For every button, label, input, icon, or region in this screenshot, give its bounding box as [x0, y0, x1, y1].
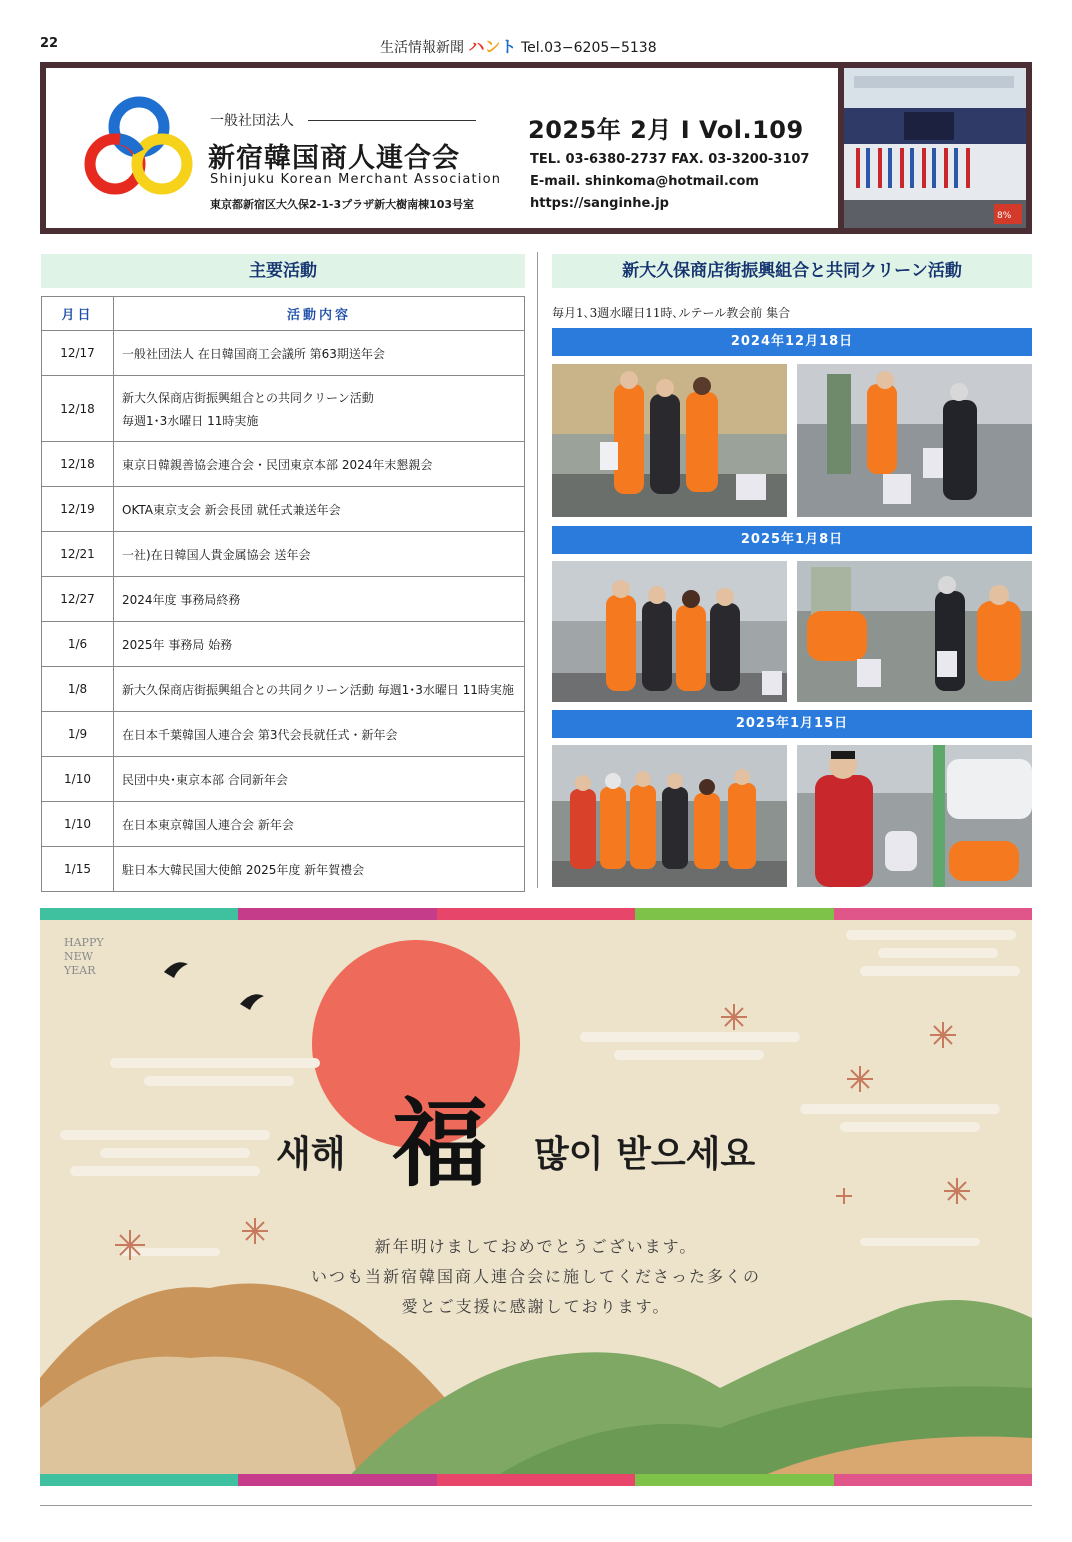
- org-name: 新宿韓国商人連合会: [208, 143, 460, 174]
- row-date: 1/15: [42, 847, 114, 892]
- row-date: 1/10: [42, 757, 114, 802]
- sign-text: 8%: [997, 211, 1012, 221]
- association-logo-icon: [84, 94, 194, 204]
- column-divider: [537, 252, 538, 888]
- row-text: 一社)在日韓国人貴金属協会 送年会: [114, 532, 525, 577]
- row-text: 新大久保商店街振興組合との共同クリーン活動: [122, 390, 374, 405]
- row-date: 12/18: [42, 376, 114, 442]
- association-header: [40, 62, 1032, 234]
- cleanup-photo: [797, 561, 1032, 702]
- table-row: [42, 331, 525, 376]
- row-date: 12/17: [42, 331, 114, 376]
- col-date-header: 月日: [42, 297, 114, 331]
- row-text: 新大久保商店街振興組合との共同クリーン活動 毎週1･3水曜日 11時実施: [114, 667, 525, 712]
- cleanup-work-illustration: [797, 745, 1032, 887]
- row-date: 1/9: [42, 712, 114, 757]
- newspaper-brand: [468, 37, 516, 56]
- row-text: 東京日韓親善協会連合会・民団東京本部 2024年末懇親会: [114, 442, 525, 487]
- group-photo-illustration: [552, 364, 787, 517]
- newspaper-name: 生活情報新聞: [380, 40, 464, 56]
- group-photo-illustration: [552, 561, 787, 702]
- greeting-korean-2: 많이 받으세요: [534, 1133, 756, 1175]
- hny-line: NEW: [64, 950, 93, 963]
- table-row: [42, 757, 525, 802]
- row-date: 12/27: [42, 577, 114, 622]
- org-name-english: Shinjuku Korean Merchant Association: [210, 172, 502, 187]
- table-row: [42, 442, 525, 487]
- row-text: 駐日本大韓民国大使館 2025年度 新年賀禮会: [114, 847, 525, 892]
- activities-table: [41, 296, 525, 892]
- row-date: 12/18: [42, 442, 114, 487]
- cleanup-photo: [552, 364, 787, 517]
- cleanup-photo: [552, 561, 787, 702]
- brand-char: ト: [500, 37, 517, 56]
- date-bar-2: 2025年1月8日: [552, 526, 1032, 554]
- hny-line: HAPPY: [64, 936, 104, 949]
- table-row: [42, 622, 525, 667]
- tel-fax: TEL. 03-6380-2737 FAX. 03-3200-3107: [530, 152, 810, 167]
- new-year-banner: [40, 908, 1032, 1486]
- date-bar-1: 2024年12月18日: [552, 328, 1032, 356]
- running-header: [40, 34, 1032, 56]
- table-row: [42, 487, 525, 532]
- row-content: [114, 376, 525, 442]
- table-row: [42, 847, 525, 892]
- table-row: [42, 577, 525, 622]
- table-header-row: [42, 297, 525, 331]
- page-number: 22: [40, 36, 59, 51]
- col-content-header: 活動内容: [114, 297, 525, 331]
- greeting-message-line: 愛とご支援に感謝しております。: [401, 1297, 671, 1316]
- table-row: [42, 667, 525, 712]
- footer-rule: [40, 1505, 1032, 1506]
- row-date: 12/21: [42, 532, 114, 577]
- cleanup-photo: [552, 745, 787, 887]
- table-row: [42, 532, 525, 577]
- greeting-message-line: いつも当新宿韓国商人連合会に施してくださった多くの: [310, 1267, 761, 1286]
- group-photo-illustration: [552, 745, 787, 887]
- email: E-mail. shinkoma@hotmail.com: [530, 174, 759, 189]
- row-text: 一般社団法人 在日韓国商工会議所 第63期送年会: [114, 331, 525, 376]
- website-url[interactable]: https://sanginhe.jp: [530, 196, 669, 211]
- issue-info: 2025年 2月 Ⅰ Vol.109: [528, 116, 804, 144]
- org-type: 一般社団法人: [210, 113, 294, 129]
- cleanup-photo: [797, 745, 1032, 887]
- newspaper-tel: Tel.03−6205−5138: [520, 40, 657, 56]
- row-date: 12/19: [42, 487, 114, 532]
- newspaper-line: [380, 34, 657, 57]
- header-info-panel: [46, 68, 838, 228]
- cleanup-schedule-note: 毎月1､3週水曜日11時､ルテール教会前 集合: [552, 306, 791, 320]
- row-text: 2024年度 事務局終務: [114, 577, 525, 622]
- happy-new-year-text: [64, 936, 104, 978]
- brand-char: ン: [484, 37, 501, 56]
- cleanup-work-illustration: [797, 364, 1032, 517]
- cleanup-heading: 新大久保商店街振興組合と共同クリーン活動: [552, 254, 1032, 288]
- storefront-photo: [844, 68, 1026, 228]
- color-stripe-bottom: [40, 1474, 1032, 1486]
- row-text: 2025年 事務局 始務: [114, 622, 525, 667]
- row-text: OKTA東京支会 新会長団 就任式兼送年会: [114, 487, 525, 532]
- org-address: 東京都新宿区大久保2-1-3プラザ新大樹南棟103号室: [210, 198, 475, 211]
- row-text-2: 毎週1･3水曜日 11時実施: [122, 413, 259, 428]
- activities-heading: 主要活動: [41, 254, 525, 288]
- brand-char: ハ: [468, 37, 485, 56]
- row-date: 1/10: [42, 802, 114, 847]
- row-date: 1/6: [42, 622, 114, 667]
- greeting-korean-1: 새해: [276, 1133, 346, 1175]
- banner-illustration: [40, 908, 1032, 1486]
- hny-line: YEAR: [64, 964, 96, 977]
- greeting-message-line: 新年明けましておめでとうございます。: [374, 1237, 698, 1256]
- row-text: 民団中央･東京本部 合同新年会: [114, 757, 525, 802]
- date-bar-3: 2025年1月15日: [552, 710, 1032, 738]
- row-text: 在日本東京韓国人連合会 新年会: [114, 802, 525, 847]
- table-row: [42, 802, 525, 847]
- greeting-fuku-character: 福: [392, 1087, 488, 1200]
- building-illustration: [844, 68, 1026, 228]
- table-row: [42, 712, 525, 757]
- divider: [308, 120, 476, 121]
- cleanup-photo: [797, 364, 1032, 517]
- row-date: 1/8: [42, 667, 114, 712]
- cleanup-work-illustration: [797, 561, 1032, 702]
- row-text: 在日本千葉韓国人連合会 第3代会長就任式・新年会: [114, 712, 525, 757]
- table-row: [42, 376, 525, 442]
